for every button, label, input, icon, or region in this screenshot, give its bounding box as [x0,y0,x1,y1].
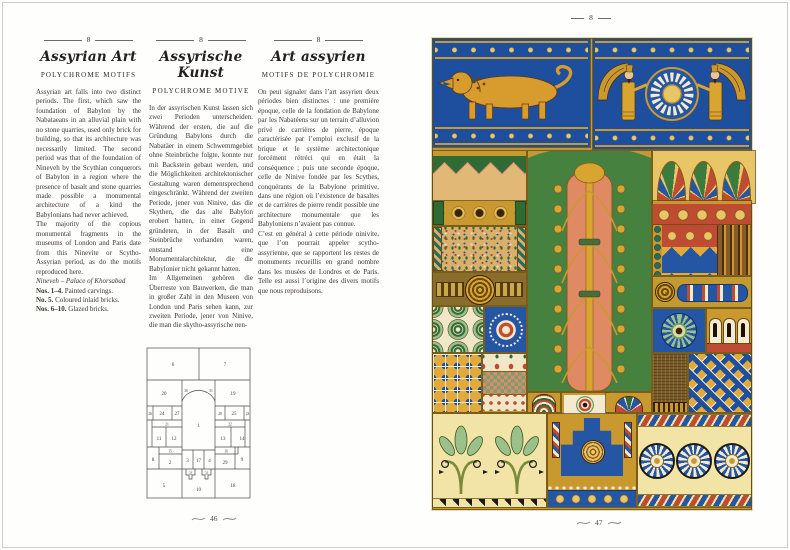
sacred-tree [528,151,651,391]
tapestry-panel [433,227,526,271]
section-number: 8 [199,35,203,45]
circle-band-panel [433,201,526,225]
volute-plants [433,414,546,498]
column-title-de: Assyrische Kunst [159,49,243,81]
arch-core [727,323,731,337]
red-strip [707,343,751,352]
paragraph: Assyrian art falls into two distinct periods. The first, which saw the foundation of Babylon by the Nabataeans in an alluvial plain with no stone quarries, used only brick for building, so that its architecture was necessarily limited. The second period was that of the foundation of Nineveh by the Scythian conquerors of Babylon in a region where the presence of basalt and stone quarries made possible a monumental architecture of a kind the Babylonians had never achieved. [36,88,141,219]
svg-text:26: 26 [148,412,152,416]
svg-text:11: 11 [156,437,162,442]
genies-and-disk [596,60,748,128]
ornament-rule [325,40,363,41]
ornament-rule [571,18,584,19]
svg-text:25: 25 [231,412,237,417]
paragraph: The majority of the copious monumental fragments in the museums of London and Paris date from this Ninevite or Scytho-Assyrian period, as do the motifs reproduced here. [36,220,141,276]
band-endcap [433,201,444,225]
plant-row [483,354,526,372]
svg-text:30: 30 [184,389,188,393]
dotted-rosette [489,313,523,347]
ziggurat-panel [548,414,636,507]
svg-text:13: 13 [220,437,226,442]
triangle-frieze-panel [653,225,751,275]
red-circle-band [653,201,751,226]
page-number-left: 46 [210,514,218,523]
winged-genie-left [598,63,646,120]
dotted-rosette-panel [485,307,526,352]
svg-text:29: 29 [222,461,228,466]
zigzag-border [433,227,442,271]
note-label: Nos. 1–4. [36,286,64,295]
spoked-rosette [714,443,750,479]
chevron-band [638,414,751,427]
striped-arch [532,394,556,412]
dot-row [483,395,526,411]
column-subtitle-en: POLYCHROME MOTIFS [40,71,137,79]
band-endcap [515,201,526,225]
section-number: 8 [86,35,91,45]
dashed-band [677,284,748,302]
note-label: Nos. 6–10. [36,305,67,314]
spoked-rosette [639,443,675,479]
svg-text:10: 10 [196,488,201,493]
swash-ornament [222,516,237,522]
small-fan-panel [606,393,651,412]
svg-text:18: 18 [230,484,236,489]
page-number-right: 47 [595,518,603,527]
svg-text:31: 31 [209,389,213,393]
checkerboard [483,372,526,395]
rosette-border [435,127,588,145]
swash-ornament [191,516,206,522]
arch-motif [709,318,722,344]
ornament-rule [274,40,312,41]
arch-battlement-panel [707,309,751,352]
svg-text:27: 27 [174,412,180,417]
rosette-band [662,225,718,248]
svg-text:16: 16 [224,449,228,454]
note-label: No. 5. [36,295,54,304]
svg-text:6: 6 [171,363,175,368]
svg-text:23: 23 [245,412,250,416]
column-subtitle-de: POLYCHROME MOTIVE [152,87,250,95]
green-rosette-panel [653,309,705,352]
ribbed-bar [495,282,523,297]
palace-floor-plan [146,347,251,499]
plate-note [36,305,141,314]
fringe-border [653,402,687,412]
brown-fringe-panel [653,354,687,412]
folio-right [576,518,622,527]
zigzag-border [517,227,526,271]
column-english [36,36,141,315]
ribbed-bar [436,282,464,297]
rosette-band [548,490,636,507]
palmette-fan [689,161,718,203]
rosette-row [638,427,751,494]
striped-column [624,422,632,458]
folio-left [191,514,237,523]
palmette-fan [657,161,686,203]
checker-squares-panel [433,354,481,412]
winged-genie-right [698,63,746,120]
svg-text:14: 14 [239,437,245,442]
palmette-fan-frieze [653,151,755,203]
ornament-plate [432,38,752,510]
plate-section-ornament [432,14,750,22]
arch-motif [723,318,736,344]
diamond-checker-panel [689,354,751,412]
svg-text:2: 2 [168,461,172,466]
section-ornament [36,36,141,44]
winged-genies-panel [593,39,751,149]
column-body-fr [258,88,379,296]
svg-text:24: 24 [159,412,165,417]
column-title-en: Assyrian Art [40,49,137,65]
tapered-band-panel [653,277,751,307]
svg-text:28: 28 [218,412,222,416]
arch-motif [737,318,750,344]
section-ornament [149,36,253,44]
svg-text:15: 15 [168,449,172,454]
column-subtitle-fr: MOTIFS DE POLYCHROMIE [261,71,376,79]
svg-text:33: 33 [204,471,209,476]
column-section [717,225,751,275]
note-text: Glazed bricks. [66,305,109,314]
lion-figure [436,60,586,124]
palmette-fan [615,396,643,412]
ornament-rule [598,18,611,19]
paragraph: Im Allgemeinen gehören die Überreste von Bauwerken, die man in großer Zahl in den Museen von London und Paris sehen kann, zur zweiten Periode, jener von Ninive, die man die skytho-assyrische nen- [149,274,253,330]
ornament-rule [44,40,82,41]
ornament-rule [208,40,246,41]
svg-text:8: 8 [151,458,155,463]
ornament-rule [95,40,133,41]
section-number: 8 [589,13,593,23]
swash-ornament [607,520,622,526]
plate-caption: Nineveh – Palace of Khorsabad [36,277,126,286]
sacred-tree-panel [528,151,651,391]
swash-ornament [576,520,591,526]
svg-text:21: 21 [165,422,169,427]
paragraph: In der assyrischen Kunst lassen sich zwei Perioden unterscheiden. Während der ersten, die auf die Gründung Babylons durch die Nabatäer in einem Schwemmgebiet ohne Steinbrüche folgte, konnte nur mit Backstein gebaut werden, und die Möglichkeiten architektonischer Gestaltung waren dementsprechend eingeschränkt. Während der zweiten Periode, jener von Ninive, das die Skythen, die das alte Babylon erobert hatten, in einer Gegend gründeten, in der Basalt und Steinbrüche vorhanden waren, entstand eine Monumentalarchitektur, die die Babylonier nicht gekannt hatten. [149,104,253,273]
svg-text:12: 12 [171,437,177,442]
lion-frieze-panel [433,39,590,147]
svg-text:5: 5 [162,484,166,489]
rosette-border [595,41,749,59]
rosette-medallion [655,282,675,302]
arch-core [713,323,717,337]
column-body-en [36,88,141,315]
arch-core [741,323,745,337]
svg-text:19: 19 [230,392,236,397]
svg-text:7: 7 [223,363,227,368]
striped-column [552,422,560,458]
flower-rosette [661,313,697,349]
medallion-band-panel [433,273,526,305]
svg-text:3: 3 [186,459,189,464]
svg-text:22: 22 [228,422,232,427]
ornament-rule [156,40,194,41]
column-french [258,36,379,296]
section-ornament [258,36,379,44]
svg-text:20: 20 [161,392,167,397]
column-body-de [149,104,253,331]
chevron-palmette-panel [433,151,526,204]
spoked-rosette [676,443,712,479]
bullseye-motif [576,396,594,414]
rosette-border [595,129,749,147]
plant-checker-panel [483,354,526,412]
mini-arch-panel [528,393,560,412]
palmette-fan [722,161,751,203]
svg-text:1: 1 [197,424,200,429]
svg-text:9: 9 [240,458,244,463]
sun-disk-rosette [646,68,698,120]
bullseye-panel [562,393,608,416]
concentric-circles-panel [433,307,483,352]
svg-text:4: 4 [208,459,211,464]
chevron-band [638,494,751,507]
rosette-row-panel [638,414,751,507]
plate-note [36,287,141,296]
section-number: 8 [316,35,321,45]
rosette-border [435,41,588,59]
chevron-border [433,498,546,507]
ziggurat-rosette [581,440,605,464]
note-text: Coloured inlaid bricks. [53,295,120,304]
ribbed-medallion [465,275,495,305]
svg-text:32: 32 [188,471,193,476]
paragraph: C’est en général à cette période ninivite, que l’on pourrait appeler scytho-assyrienne, que se rapportent les restes de monuments recueillis en grand nombre dans les musées de Londres et de Paris. Telle est aussi l’origine des divers motifs que nous reproduisons. [258,229,379,295]
note-text: Painted carvings. [63,286,113,295]
svg-text:17: 17 [196,459,201,464]
column-title-fr: Art assyrien [271,49,366,65]
volute-plant-panel [433,414,546,507]
column-german [149,36,253,331]
paragraph: On peut signaler dans l’art assyrien deux périodes bien distinctes : une première époque, celle de la fondation de Babylone par les Nabatéens sur un terrain d’alluvion privé de carrières de pierre, époque caractérisée par l’emploi exclusif de la brique et le système architectonique forcément rétréci qui en était la conséquence ; puis une seconde époque, celle de Ninive fondée par les Scythes, conquérants de la Babylone primitive, dans une région où l’existence de basaltes et de carrières de pierre rendit possible une architecture monumentale que les Babyloniens n’avaient pas connue. [258,88,379,229]
triangle-row [662,247,718,275]
plate-note [36,296,141,305]
